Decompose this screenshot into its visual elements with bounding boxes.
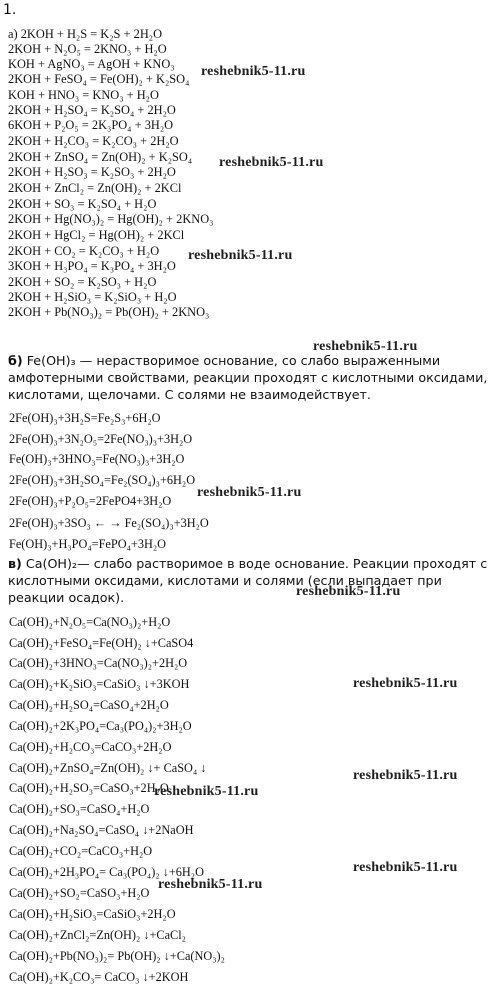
equation-a: 3KOH + H₃PO₄ = K₃PO₄ + 3H₂O [8, 259, 176, 273]
watermark: reshebnik5-11.ru [201, 64, 306, 79]
equation-a: 2KOH + ZnCl₂ = Zn(OH)₂ + 2KCl [8, 181, 182, 195]
section-c-description [8, 555, 492, 606]
equation-b: Fe(OH)₃+H₃PO₄=FePO₄+3H₂O [9, 537, 167, 551]
watermark: reshebnik5-11.ru [353, 768, 458, 783]
watermark: reshebnik5-11.ru [188, 248, 293, 263]
equation-b: 2Fe(OH)₃+3H₂SO₄=Fe₂(SO₄)₃+6H₂O [9, 473, 196, 487]
section-b-description [8, 352, 492, 403]
watermark: reshebnik5-11.ru [313, 339, 418, 354]
equation-c: Ca(OH)₂+ZnCl₂=Zn(OH)₂ ↓+CaCl₂ [9, 928, 186, 942]
equation-c: Ca(OH)₂+K₂SiO₃=CaSiO₃ ↓+3KOH [9, 677, 190, 691]
equation-b: 2Fe(OH)₃+3H₂S=Fe₂S₃+6H₂O [9, 411, 161, 425]
watermark: reshebnik5-11.ru [158, 877, 263, 892]
equation-b: Fe(OH)₃+3HNO₃=Fe(NO₃)₃+3H₂O [9, 452, 185, 466]
equation-c: Ca(OH)₂+H₂SiO₃=CaSiO₃+2H₂O [9, 907, 176, 921]
equation-c: Ca(OH)₂+3HNO₃=Ca(NO₃)₂+2H₂O [9, 656, 188, 670]
equation-c: Ca(OH)₂+H₂SO₃=CaSO₃+2H₂O [9, 781, 169, 795]
equation-c: Ca(OH)₂+2H₃PO₄= Ca₃(PO₄)₂ ↓+6H₂O [9, 865, 204, 879]
equation-c: Ca(OH)₂+FeSO₄=Fe(OH)₂ ↓+CaSO4 [9, 636, 194, 650]
equation-a: 2KOH + H₂CO₃ = K₂CO₃ + 2H₂O [8, 134, 179, 148]
equation-a: 2KOH + HgCl₂ = Hg(OH)₂ + 2KCl [8, 228, 185, 242]
section-b-label: б) [8, 353, 23, 368]
equation-b: 2Fe(OH)₃+3SO₃ ← → Fe₂(SO₄)₃+3H₂O [9, 516, 209, 530]
equation-c: Ca(OH)₂+ZnSO₄=Zn(OH)₂ ↓+ CaSO₄ ↓ [9, 761, 207, 775]
equation-c: Ca(OH)₂+Na₂SO₄=CaSO₄ ↓+2NaOH [9, 823, 194, 837]
equation-a: 6KOH + P₂O₅ = 2K₃PO₄ + 3H₂O [8, 118, 174, 132]
equation-a: 2KOH + ZnSO₄ = Zn(OH)₂ + K₂SO₄ [8, 150, 193, 164]
equation-a: 2KOH + Hg(NO₃)₂ = Hg(OH)₂ + 2KNO₃ [8, 212, 214, 226]
equation-a: 2KOH + H₂SO₄ = K₂SO₄ + 2H₂O [8, 103, 176, 117]
equation-a: KOH + HNO₃ = KNO₃ + H₂O [8, 88, 159, 102]
equation-c: Ca(OH)₂+K₂CO₃= CaCO₃ ↓+2KOH [9, 970, 189, 984]
equation-a: KOH + AgNO₃ = AgOH + KNO₃ [8, 57, 175, 71]
equation-c: Ca(OH)₂+N₂O₅=Ca(NO₃)₂+H₂O [9, 615, 171, 629]
section-c-label: в) [8, 556, 22, 571]
equation-a: 2KOH + H₂SO₃ = K₂SO₃ + 2H₂O [8, 165, 176, 179]
watermark: reshebnik5-11.ru [296, 584, 401, 599]
equation-c: Ca(OH)₂+SO₂=CaSO₃+H₂O [9, 886, 150, 900]
equation-a: 2KOH + Pb(NO₃)₂ = Pb(OH)₂ + 2KNO₃ [8, 305, 210, 319]
watermark: reshebnik5-11.ru [353, 676, 458, 691]
section-b-text: Fe(OH)₃ — нерастворимое основание, со слабо выраженными амфотерными свойствами, реакции проходят с кислотными оксидами, кислотами, щелочами. С солями не взаимодействует. [8, 353, 488, 402]
equation-c: Ca(OH)₂+H₂SO₄=CaSO₄+2H₂O [9, 698, 169, 712]
watermark: reshebnik5-11.ru [197, 485, 302, 500]
equation-c: Ca(OH)₂+SO₃=CaSO₄+H₂O [9, 802, 150, 816]
equation-a: а) 2KOH + H₂S = K₂S + 2H₂O [8, 27, 163, 41]
equation-a: 2KOH + SO₃ = K₂SO₄ + H₂O [8, 197, 157, 211]
equation-c: Ca(OH)₂+Pb(NO₃)₂= Pb(OH)₂ ↓+Ca(NO₃)₂ [9, 949, 225, 963]
exercise-number: 1. [3, 2, 17, 18]
equation-b: 2Fe(OH)₃+P₂O₅=2FePO4+3H₂O [9, 494, 172, 508]
equation-a: 2KOH + CO₂ = K₂CO₃ + H₂O [8, 244, 160, 258]
watermark: reshebnik5-11.ru [219, 155, 324, 170]
equation-c: Ca(OH)₂+2K₃PO₄=Ca₃(PO₄)₂+3H₂O [9, 719, 192, 733]
equation-b: 2Fe(OH)₃+3N₂O₅=2Fe(NO₃)₃+3H₂O [9, 432, 193, 446]
equation-a: 2KOH + N₂O₅ = 2KNO₃ + H₂O [8, 42, 167, 56]
watermark: reshebnik5-11.ru [353, 860, 458, 875]
watermark: reshebnik5-11.ru [154, 784, 259, 799]
equation-a: 2KOH + H₂SiO₃ = K₂SiO₃ + H₂O [8, 290, 177, 304]
equation-a: 2KOH + SO₂ = K₂SO₃ + H₂O [8, 275, 157, 289]
equation-a: 2KOH + FeSO₄ = Fe(OH)₂ + K₂SO₄ [8, 72, 190, 86]
equation-c: Ca(OH)₂+H₂CO₃=CaCO₃+2H₂O [9, 740, 172, 754]
section-c-text: Ca(OH)₂— слабо растворимое в воде основание. Реакции проходят с кислотными оксидами, кислотами и солями (если выпадает при реакции осадок). [8, 556, 488, 605]
equation-c: Ca(OH)₂+CO₂=CaCO₃+H₂O [9, 844, 153, 858]
